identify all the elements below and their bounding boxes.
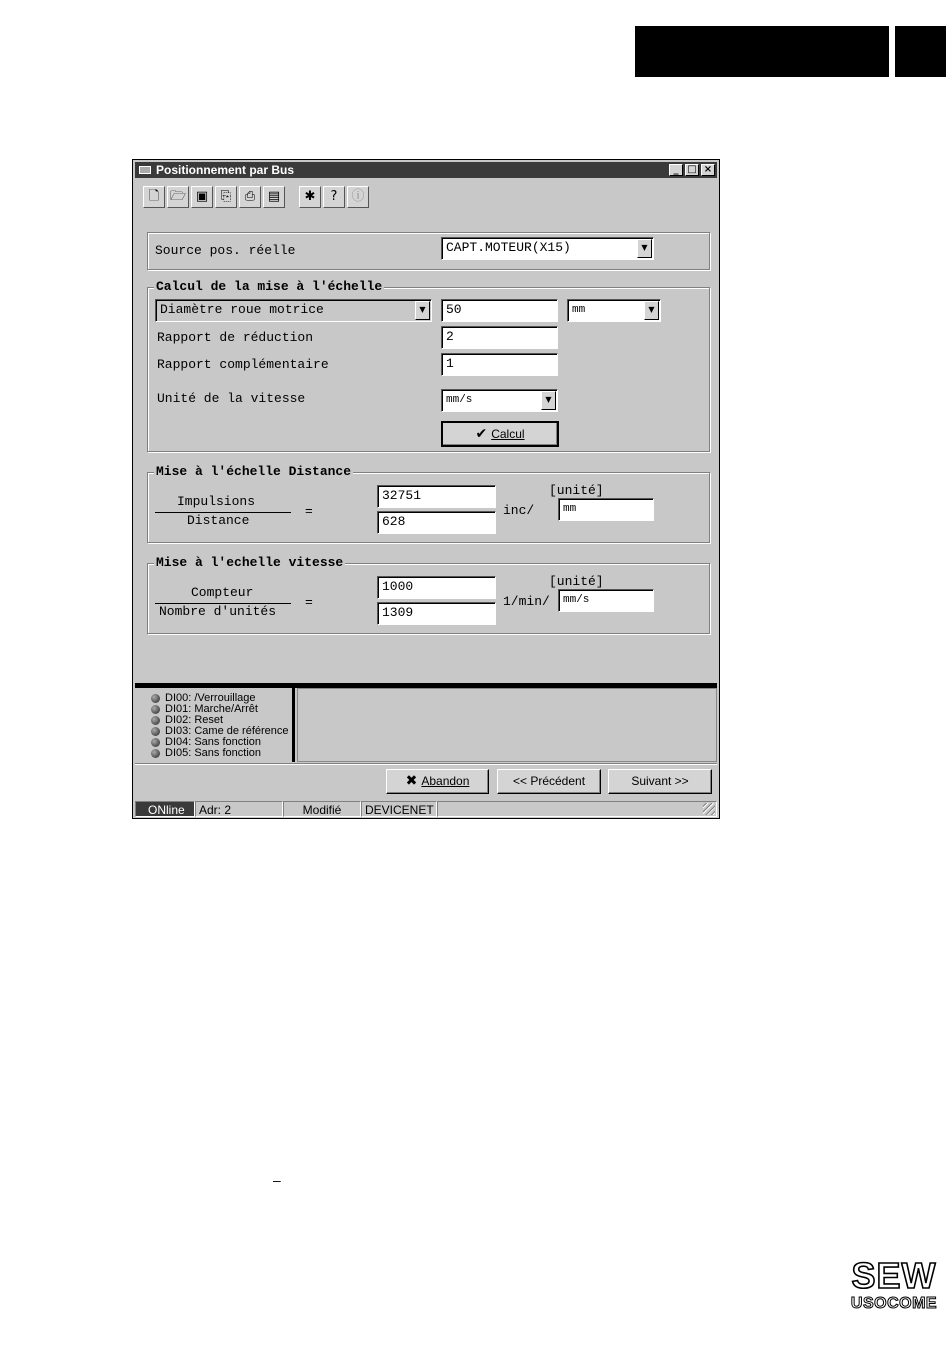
speed-unit-select[interactable]: mm/s ▼ <box>441 389 558 412</box>
app-icon <box>139 166 151 174</box>
dialog-client-area <box>135 217 717 683</box>
print-icon[interactable]: ⎙ <box>239 186 261 208</box>
distance-unit-field[interactable]: mm <box>558 498 654 521</box>
svg-text:SEW: SEW <box>851 1256 937 1296</box>
previous-button[interactable]: << Précédent <box>497 769 601 794</box>
distance-equals: = <box>305 504 313 519</box>
comp-label: Rapport complémentaire <box>157 357 329 372</box>
sew-usocome-logo <box>842 1256 946 1310</box>
next-button[interactable]: Suivant >> <box>608 769 712 794</box>
status-bar <box>135 801 717 817</box>
speed-unit-header: [unité] <box>549 574 604 589</box>
distance-unit-header: [unité] <box>549 483 604 498</box>
speed-equals: = <box>305 595 313 610</box>
header-bar-small <box>895 26 946 77</box>
chevron-down-icon[interactable]: ▼ <box>541 391 556 410</box>
led-icon <box>151 749 160 758</box>
param-unit-select[interactable]: mm ▼ <box>567 299 661 322</box>
speed-group-title: Mise à l'echelle vitesse <box>156 555 344 570</box>
close-x-icon: ✖ <box>405 773 418 789</box>
ratio-input[interactable]: 2 <box>441 326 558 349</box>
open-folder-icon[interactable]: 🗁 <box>167 186 189 208</box>
calc-group-title: Calcul de la mise à l'échelle <box>156 279 383 294</box>
speed-unit-label: Unité de la vitesse <box>157 391 306 406</box>
param-select[interactable]: Diamètre roue motrice ▼ <box>155 299 432 322</box>
led-icon <box>151 738 160 747</box>
distance-unit-prefix: inc/ <box>503 503 535 518</box>
window-title: Positionnement par Bus <box>156 163 295 177</box>
abort-button[interactable]: ✖ Abandon <box>386 769 489 794</box>
calc-button[interactable]: ✔ Calcul <box>441 421 559 447</box>
status-bus: DEVICENET <box>361 801 437 817</box>
io-item-di05: DI05: Sans fonction <box>165 748 261 759</box>
svg-text:USOCOME: USOCOME <box>850 1295 938 1310</box>
chevron-down-icon[interactable]: ▼ <box>415 301 430 320</box>
distance-group-title: Mise à l'échelle Distance <box>156 464 352 479</box>
status-modified: Modifié <box>283 801 361 817</box>
distance-denominator-label: Distance <box>187 513 250 528</box>
toolbar <box>135 181 717 218</box>
speed-numerator-input[interactable]: 1000 <box>377 576 496 599</box>
ratio-label: Rapport de réduction <box>157 330 314 345</box>
speed-denominator-input[interactable]: 1309 <box>377 602 496 625</box>
source-select[interactable]: CAPT.MOTEUR(X15) ▼ <box>441 237 654 260</box>
led-icon <box>151 727 160 736</box>
close-icon[interactable]: × <box>701 164 715 176</box>
comp-input[interactable]: 1 <box>441 353 558 376</box>
status-address: Adr: 2 <box>195 801 283 817</box>
param-value-input[interactable]: 50 <box>441 299 558 322</box>
chevron-down-icon[interactable]: ▼ <box>644 301 659 320</box>
io-status-panel <box>135 688 295 762</box>
resize-grip-icon[interactable] <box>703 803 715 815</box>
chevron-down-icon[interactable]: ▼ <box>637 239 652 258</box>
led-icon <box>151 705 160 714</box>
title-bar[interactable] <box>135 162 717 178</box>
new-file-icon[interactable]: 🗋 <box>143 186 165 208</box>
save-icon[interactable]: ▣ <box>191 186 213 208</box>
io-item-di04: DI04: Sans fonction <box>165 737 261 748</box>
distance-numerator-label: Impulsions <box>177 494 256 509</box>
io-item-di00: DI00: /Verrouillage <box>165 693 256 704</box>
source-label: Source pos. réelle <box>155 243 296 258</box>
status-online: ONline <box>135 801 195 817</box>
speed-numerator-label: Compteur <box>191 585 254 600</box>
led-icon <box>151 694 160 703</box>
speed-unit-prefix: 1/min/ <box>503 594 550 609</box>
app-window <box>132 159 720 819</box>
led-icon <box>151 716 160 725</box>
stray-mark: – <box>273 1172 281 1188</box>
message-panel <box>297 688 717 762</box>
distance-numerator-input[interactable]: 32751 <box>377 485 496 508</box>
distance-denominator-input[interactable]: 628 <box>377 511 496 534</box>
io-item-di03: DI03: Came de référence <box>165 726 289 737</box>
divider <box>135 764 717 765</box>
io-item-di01: DI01: Marche/Arrêt <box>165 704 258 715</box>
device-icon[interactable]: ▤ <box>263 186 285 208</box>
maximize-icon[interactable]: □ <box>685 164 699 176</box>
help-icon[interactable]: ? <box>323 186 345 208</box>
header-bar-wide <box>635 26 889 77</box>
bug-icon[interactable]: ✱ <box>299 186 321 208</box>
minimize-icon[interactable]: _ <box>669 164 683 176</box>
speed-denominator-label: Nombre d'unités <box>159 604 277 619</box>
speed-unit-field[interactable]: mm/s <box>558 589 654 612</box>
status-empty <box>437 801 717 817</box>
io-item-di02: DI02: Reset <box>165 715 223 726</box>
copy-icon[interactable]: ⎘ <box>215 186 237 208</box>
info-icon[interactable]: ⓘ <box>347 186 369 208</box>
check-icon: ✔ <box>475 426 488 442</box>
